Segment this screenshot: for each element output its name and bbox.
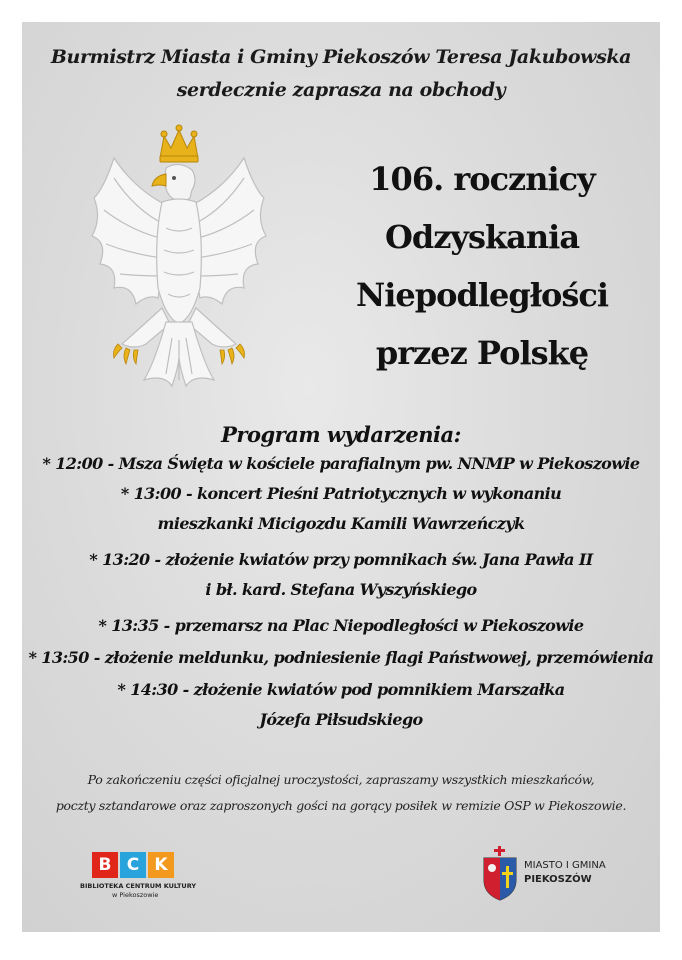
gmina-logo-line-2: PIEKOSZÓW (524, 874, 592, 885)
footer-line-2: poczty sztandarowe oraz zaproszonych gości na gorący posiłek w remizie OSP w Piekoszowie. (55, 798, 627, 813)
program-line: * 13:00 - koncert Pieśni Patriotycznych w wykonaniu (120, 484, 562, 503)
gmina-coat-of-arms-icon (480, 844, 520, 902)
program-line: * 14:30 - złożenie kwiatów pod pomnikiem Marszałka (117, 680, 565, 699)
gmina-logo (480, 844, 640, 904)
program-line: i bł. kard. Stefana Wyszyńskiego (205, 580, 477, 599)
bck-logo-name: BIBLIOTEKA CENTRUM KULTURY (80, 882, 197, 890)
bck-logo-subtitle: w Piekoszowie (112, 891, 159, 899)
program-line: mieszkanki Micigozdu Kamili Wawrzeńczyk (157, 514, 525, 533)
title-line-4: przez Polskę (375, 334, 589, 372)
program-line: * 13:50 - złożenie meldunku, podniesienie flagi Państwowej, przemówienia (28, 648, 654, 667)
invitation-line-1: Burmistrz Miasta i Gminy Piekoszów Teresa Jakubowska (50, 46, 632, 68)
program-line: * 13:20 - złożenie kwiatów przy pomnikach św. Jana Pawła II (89, 550, 593, 569)
title-line-2: Odzyskania (384, 218, 580, 256)
bck-letter-k: K (148, 852, 174, 878)
bck-logo (80, 852, 200, 910)
poster (22, 22, 660, 932)
title-line-1: 106. rocznicy (369, 160, 595, 198)
white-eagle-emblem-icon (74, 118, 284, 418)
program-line: Józefa Piłsudskiego (259, 710, 423, 729)
program-heading: Program wydarzenia: (221, 422, 461, 447)
bck-letter-b: B (92, 852, 118, 878)
bck-letter-c: C (120, 852, 146, 878)
program-line: * 13:35 - przemarsz na Plac Niepodległości w Piekoszowie (98, 616, 584, 635)
program-line: * 12:00 - Msza Święta w kościele parafialnym pw. NNMP w Piekoszowie (42, 454, 640, 473)
footer-line-1: Po zakończeniu części oficjalnej uroczystości, zapraszamy wszystkich mieszkańców, (87, 772, 595, 787)
title-line-3: Niepodległości (355, 276, 609, 314)
invitation-line-2: serdecznie zaprasza na obchody (176, 79, 506, 101)
gmina-logo-line-1: MIASTO I GMINA (524, 860, 606, 871)
